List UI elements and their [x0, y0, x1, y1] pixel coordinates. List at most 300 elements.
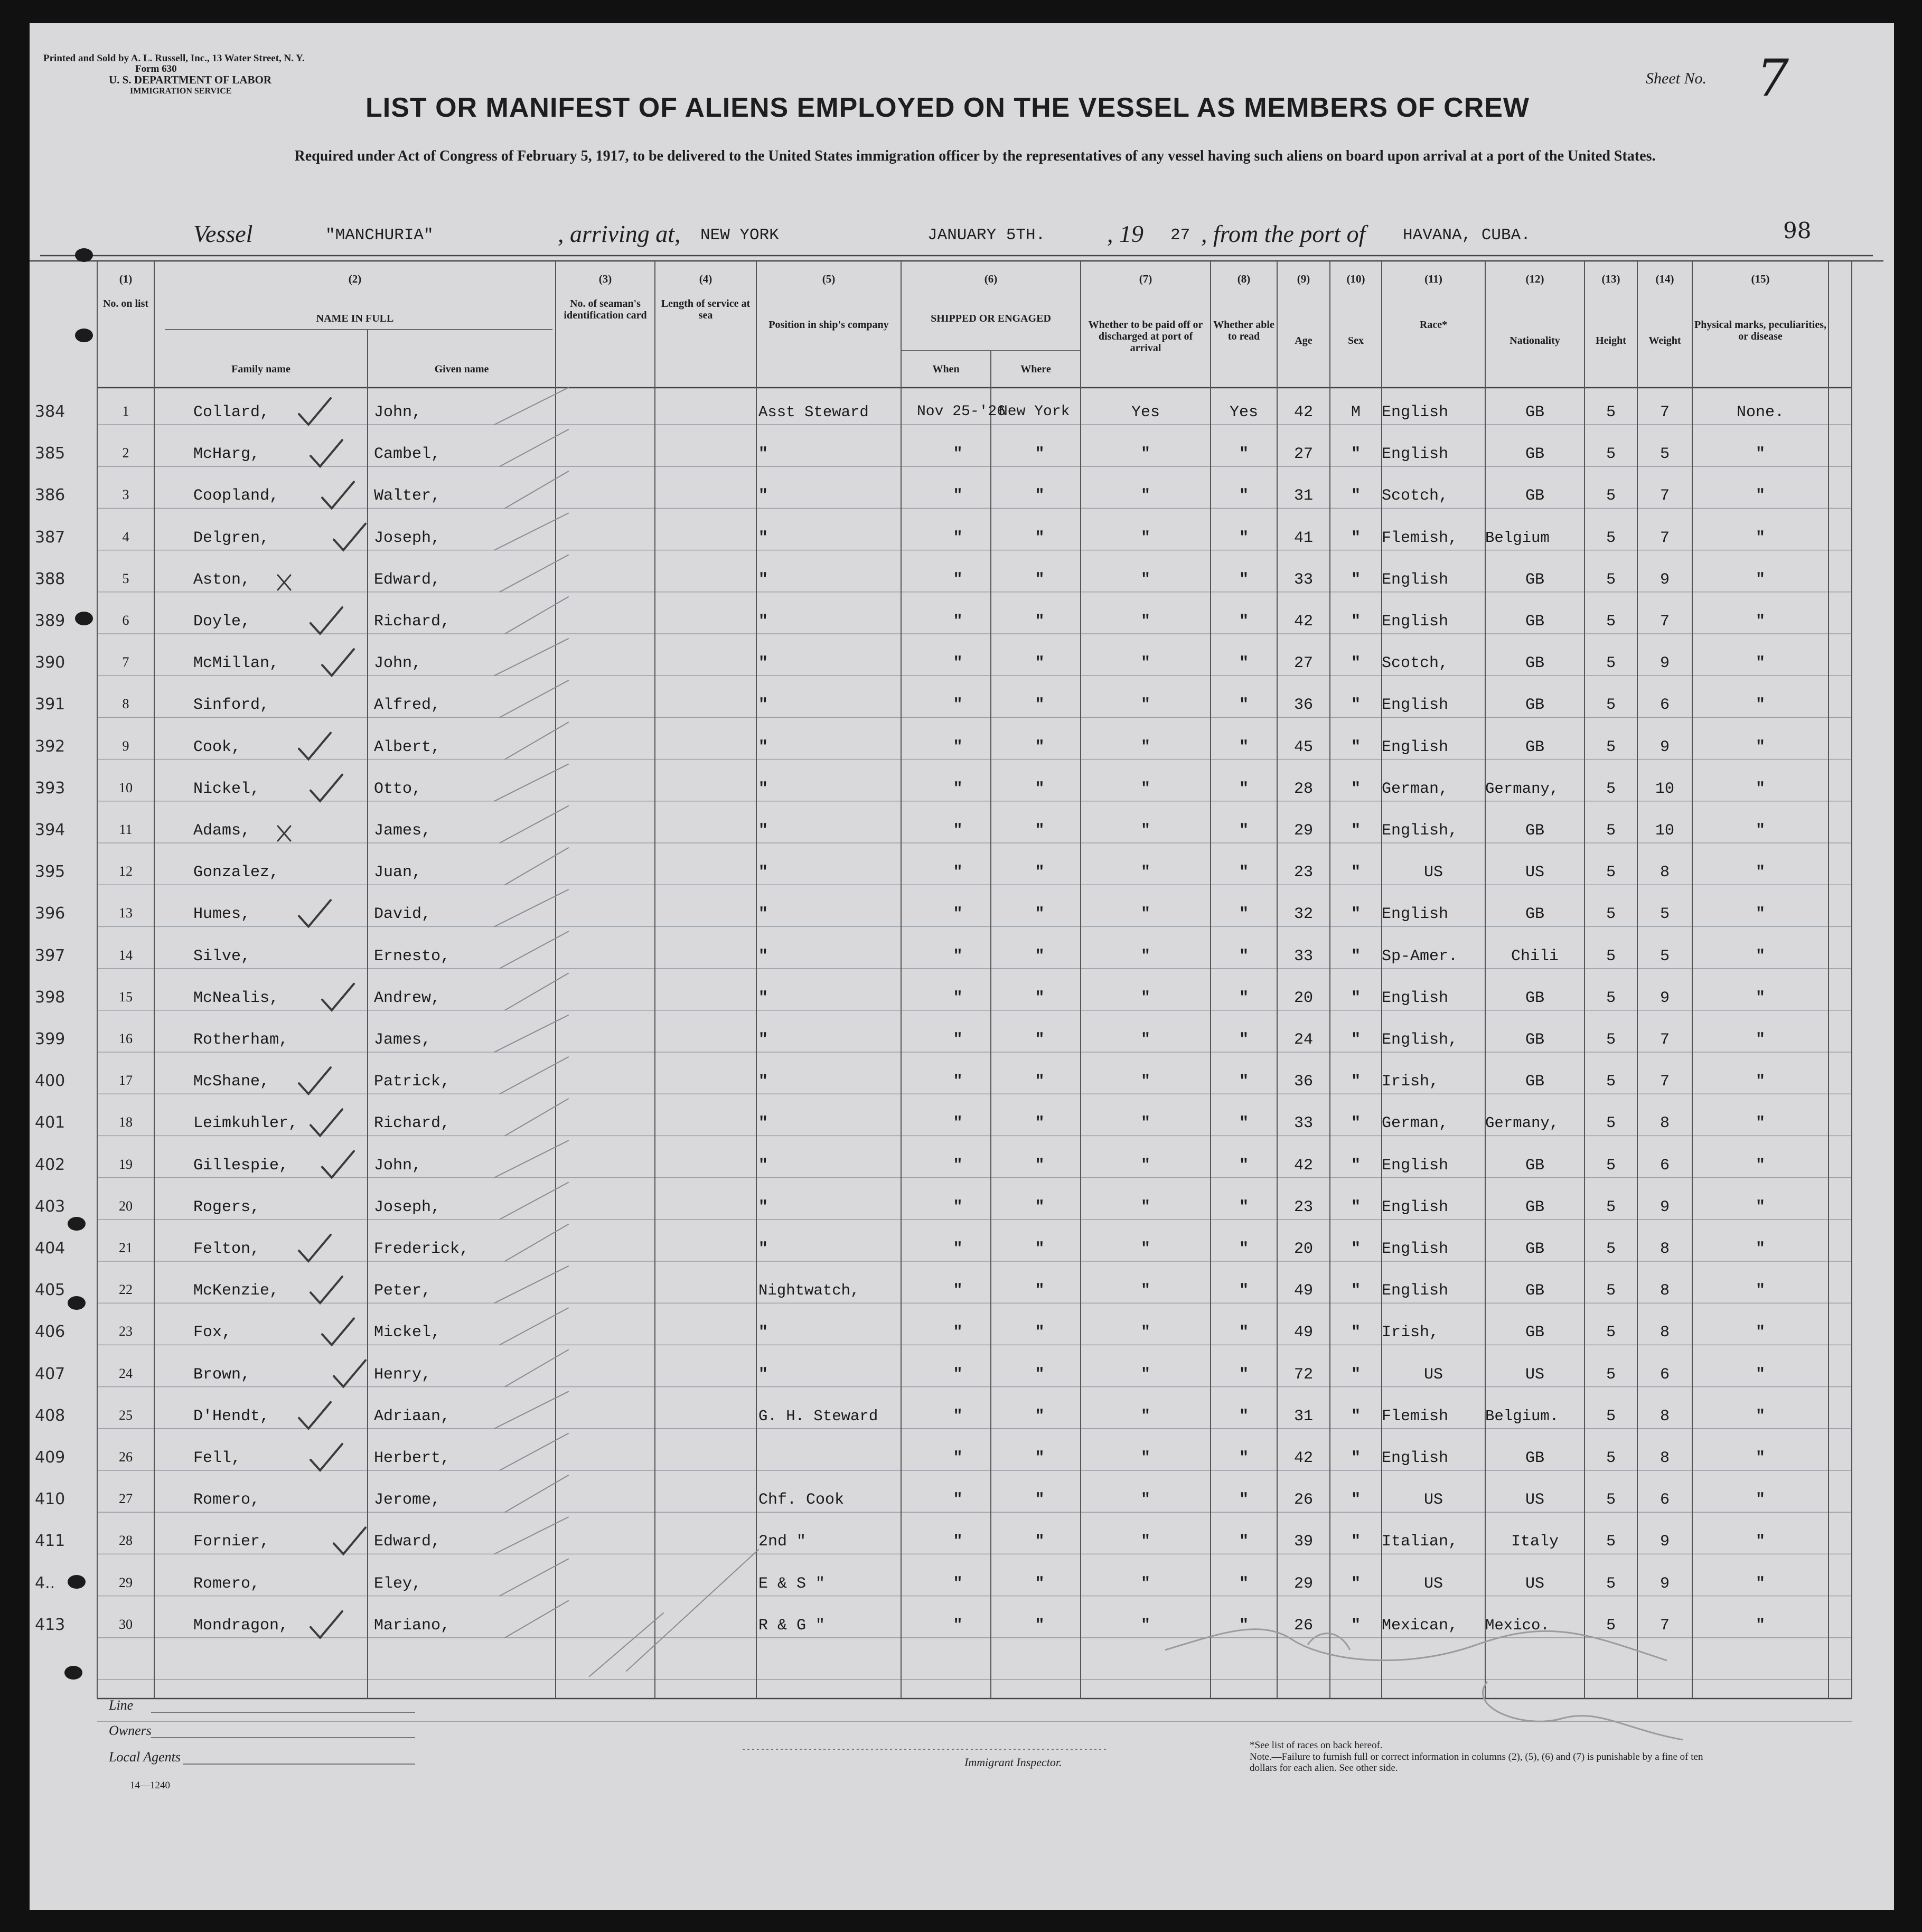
- family-name: Nickel,: [193, 780, 260, 798]
- able-to-read: ": [1239, 445, 1249, 464]
- age: 26: [1293, 1491, 1313, 1509]
- race: English: [1382, 989, 1449, 1007]
- race: Flemish: [1382, 1407, 1449, 1425]
- paid-off: ": [1140, 989, 1150, 1007]
- arriving-label: , arriving at,: [558, 220, 681, 247]
- column-header: No. on list: [102, 298, 149, 310]
- race: Scotch,: [1382, 654, 1449, 673]
- race: English: [1382, 1198, 1449, 1216]
- shipped-where: ": [1035, 613, 1045, 631]
- height: 5: [1606, 529, 1616, 547]
- margin-number: 389: [35, 612, 65, 630]
- family-name: Brown,: [193, 1365, 251, 1384]
- physical-marks: ": [1755, 1533, 1765, 1551]
- page-mark: 98: [1783, 218, 1812, 243]
- family-name: D'Hendt,: [193, 1407, 270, 1425]
- subheader-where: Where: [1020, 363, 1051, 375]
- given-name: Ernesto,: [374, 947, 451, 965]
- row-number: 8: [122, 696, 129, 712]
- shipped-when: Nov 25-'26: [917, 404, 1006, 420]
- age: 28: [1293, 780, 1313, 798]
- shipped-when: ": [953, 1198, 963, 1216]
- margin-number: 388: [35, 569, 65, 588]
- row-number: 12: [119, 864, 133, 879]
- shipped-when: ": [953, 738, 963, 756]
- able-to-read: ": [1239, 1365, 1249, 1384]
- height: 5: [1606, 1533, 1616, 1551]
- able-to-read: ": [1239, 1114, 1249, 1133]
- row-number: 18: [119, 1114, 133, 1130]
- shipped-where: ": [1035, 1574, 1045, 1593]
- given-name: James,: [374, 1031, 432, 1049]
- able-to-read: Yes: [1229, 404, 1258, 421]
- age: 36: [1293, 1073, 1313, 1091]
- able-to-read: ": [1239, 1449, 1249, 1467]
- margin-number: 413: [35, 1615, 65, 1634]
- nationality: GB: [1525, 487, 1544, 505]
- sex: ": [1351, 1240, 1361, 1258]
- shipped-where: New York: [999, 404, 1070, 420]
- age: 29: [1293, 822, 1313, 840]
- shipped-where: ": [1035, 780, 1045, 798]
- age: 42: [1293, 613, 1313, 631]
- margin-number: 392: [35, 737, 65, 756]
- sex: ": [1351, 529, 1361, 547]
- physical-marks: ": [1755, 1031, 1765, 1049]
- punch-hole: [75, 329, 93, 342]
- physical-marks: ": [1755, 738, 1765, 756]
- sex: ": [1351, 947, 1361, 965]
- able-to-read: ": [1239, 1616, 1249, 1635]
- shipped-when: ": [953, 1324, 963, 1342]
- position: Nightwatch,: [758, 1282, 860, 1300]
- row-number: 23: [119, 1324, 133, 1339]
- sex: ": [1351, 1114, 1361, 1133]
- paid-off: ": [1140, 1282, 1150, 1300]
- physical-marks: ": [1755, 696, 1765, 715]
- column-header: Weight: [1648, 335, 1681, 346]
- row-number: 3: [122, 487, 129, 503]
- margin-number: 405: [35, 1281, 65, 1300]
- given-name: John,: [374, 654, 422, 673]
- sex: ": [1351, 1156, 1361, 1175]
- weight: 8: [1660, 1449, 1670, 1467]
- age: 33: [1293, 1114, 1313, 1133]
- nationality: GB: [1525, 1324, 1544, 1342]
- row-number: 21: [119, 1240, 133, 1255]
- family-name: Humes,: [193, 905, 251, 924]
- punch-hole: [75, 612, 93, 625]
- weight: 5: [1660, 947, 1670, 965]
- given-name: Joseph,: [374, 1198, 441, 1216]
- physical-marks: ": [1755, 1240, 1765, 1258]
- physical-marks: ": [1755, 1491, 1765, 1509]
- form-code: 14—1240: [130, 1780, 170, 1791]
- family-name: McNealis,: [193, 989, 279, 1007]
- age: 49: [1293, 1324, 1313, 1342]
- physical-marks: ": [1755, 487, 1765, 505]
- given-name: David,: [374, 905, 432, 924]
- age: 33: [1293, 947, 1313, 965]
- shipped-when: ": [953, 1114, 963, 1133]
- height: 5: [1606, 822, 1616, 840]
- nationality: GB: [1525, 613, 1544, 631]
- sex: ": [1351, 613, 1361, 631]
- age: 20: [1293, 989, 1313, 1007]
- shipped-when: ": [953, 1449, 963, 1467]
- physical-marks: ": [1755, 529, 1765, 547]
- sex: ": [1351, 780, 1361, 798]
- departure-port: HAVANA, CUBA.: [1403, 226, 1531, 245]
- age: 29: [1293, 1574, 1313, 1593]
- given-name: Walter,: [374, 487, 441, 505]
- shipped-when: ": [953, 613, 963, 631]
- position: ": [758, 1073, 768, 1091]
- able-to-read: ": [1239, 738, 1249, 756]
- column-header: Nationality: [1510, 335, 1560, 346]
- height: 5: [1606, 738, 1616, 756]
- position: ": [758, 570, 768, 589]
- able-to-read: ": [1239, 1073, 1249, 1091]
- paid-off: ": [1140, 487, 1150, 505]
- nationality: GB: [1525, 1031, 1544, 1049]
- weight: 8: [1660, 1282, 1670, 1300]
- position: ": [758, 613, 768, 631]
- manifest-sheet: [30, 23, 1894, 1910]
- weight: 9: [1660, 1198, 1670, 1216]
- given-name: Albert,: [374, 738, 441, 756]
- race: English: [1382, 1282, 1449, 1300]
- shipped-where: ": [1035, 529, 1045, 547]
- row-number: 4: [122, 529, 129, 545]
- shipped-when: ": [953, 654, 963, 673]
- margin-number: 400: [35, 1072, 65, 1091]
- paid-off: ": [1140, 445, 1150, 464]
- physical-marks: ": [1755, 1114, 1765, 1133]
- row-number: 27: [119, 1491, 133, 1507]
- physical-marks: ": [1755, 1616, 1765, 1635]
- physical-marks: ": [1755, 780, 1765, 798]
- height: 5: [1606, 696, 1616, 715]
- able-to-read: ": [1239, 1240, 1249, 1258]
- margin-number: 399: [35, 1030, 65, 1048]
- paid-off: ": [1140, 1574, 1150, 1593]
- sex: ": [1351, 1073, 1361, 1091]
- able-to-read: ": [1239, 822, 1249, 840]
- able-to-read: ": [1239, 1324, 1249, 1342]
- races-note: *See list of races on back hereof.: [1250, 1740, 1383, 1751]
- weight: 6: [1660, 1365, 1670, 1384]
- weight: 9: [1660, 570, 1670, 589]
- family-name: Collard,: [193, 404, 270, 421]
- shipped-where: ": [1035, 1365, 1045, 1384]
- weight: 7: [1660, 1031, 1670, 1049]
- margin-number: 386: [35, 486, 65, 505]
- row-number: 16: [119, 1031, 133, 1046]
- paid-off: ": [1140, 1031, 1150, 1049]
- fine-note: Note.—Failure to furnish full or correct information in columns (2), (5), (6) and (7) is punishable by a fine of ten dollars for each alien. See other side.: [1250, 1751, 1703, 1774]
- race: Italian,: [1382, 1533, 1458, 1551]
- row-number: 20: [119, 1198, 133, 1214]
- pencil-stroke: [589, 1613, 663, 1676]
- row-number: 13: [119, 905, 133, 921]
- paid-off: ": [1140, 1073, 1150, 1091]
- age: 42: [1293, 404, 1313, 421]
- given-name: Joseph,: [374, 529, 441, 547]
- owners-label: Owners: [109, 1723, 152, 1738]
- age: 31: [1293, 487, 1313, 505]
- race: Irish,: [1382, 1073, 1439, 1091]
- given-name: Mickel,: [374, 1324, 441, 1342]
- margin-number: 395: [35, 862, 65, 881]
- family-name: Fox,: [193, 1324, 232, 1342]
- able-to-read: ": [1239, 654, 1249, 673]
- margin-number: 407: [35, 1364, 65, 1383]
- row-number: 26: [119, 1449, 133, 1465]
- paid-off: ": [1140, 947, 1150, 965]
- margin-number: 406: [35, 1323, 65, 1342]
- height: 5: [1606, 1031, 1616, 1049]
- column-header: Physical marks, peculiarities, or disease: [1694, 319, 1826, 342]
- row-number: 29: [119, 1574, 133, 1590]
- race: English: [1382, 696, 1449, 715]
- age: 32: [1293, 905, 1313, 924]
- weight: 6: [1660, 696, 1670, 715]
- age: 41: [1293, 529, 1313, 547]
- family-name: McShane,: [193, 1073, 270, 1091]
- weight: 5: [1660, 445, 1670, 464]
- shipped-where: ": [1035, 1198, 1045, 1216]
- able-to-read: ": [1239, 529, 1249, 547]
- sex: ": [1351, 738, 1361, 756]
- weight: 7: [1660, 487, 1670, 505]
- height: 5: [1606, 570, 1616, 589]
- weight: 7: [1660, 1616, 1670, 1635]
- column-number: (12): [1525, 273, 1544, 285]
- age: 36: [1293, 696, 1313, 715]
- physical-marks: ": [1755, 822, 1765, 840]
- shipped-where: ": [1035, 1407, 1045, 1425]
- given-name: Richard,: [374, 613, 451, 631]
- column-number: (10): [1346, 273, 1365, 285]
- race: Sp-Amer.: [1382, 947, 1458, 965]
- shipped-where: ": [1035, 1156, 1045, 1175]
- weight: 8: [1660, 1114, 1670, 1133]
- arrival-port: NEW YORK: [700, 226, 779, 245]
- paid-off: ": [1140, 1616, 1150, 1635]
- family-name: Adams,: [193, 822, 251, 840]
- position: ": [758, 822, 768, 840]
- weight: 10: [1655, 822, 1674, 840]
- department-name: U. S. DEPARTMENT OF LABOR: [109, 73, 272, 86]
- paid-off: ": [1140, 696, 1150, 715]
- column-number: (13): [1601, 273, 1620, 285]
- race: German,: [1382, 780, 1449, 798]
- row-number: 19: [119, 1156, 133, 1172]
- sex: ": [1351, 905, 1361, 924]
- subheader-family-name: Family name: [231, 363, 290, 375]
- local-agents-label: Local Agents: [109, 1749, 181, 1765]
- punch-hole: [68, 1217, 86, 1231]
- shipped-when: ": [953, 864, 963, 882]
- weight: 9: [1660, 654, 1670, 673]
- position: Chf. Cook: [758, 1491, 845, 1509]
- family-name: Delgren,: [193, 529, 270, 547]
- age: 31: [1293, 1407, 1313, 1425]
- inspector-signature: [1165, 1629, 1683, 1740]
- shipped-when: ": [953, 1073, 963, 1091]
- weight: 9: [1660, 1533, 1670, 1551]
- shipped-where: ": [1035, 696, 1045, 715]
- column-number: (4): [699, 273, 712, 285]
- row-number: 14: [119, 947, 133, 963]
- paid-off: ": [1140, 1407, 1150, 1425]
- shipped-when: ": [953, 696, 963, 715]
- shipped-when: ": [953, 947, 963, 965]
- given-name: Cambel,: [374, 445, 441, 464]
- age: 42: [1293, 1156, 1313, 1175]
- paid-off: ": [1140, 1533, 1150, 1551]
- nationality: Italy: [1511, 1533, 1559, 1551]
- row-number: 2: [122, 445, 129, 461]
- given-name: James,: [374, 822, 432, 840]
- family-name: Rotherham,: [193, 1031, 289, 1049]
- family-name: Mondragon,: [193, 1616, 289, 1635]
- sex: ": [1351, 864, 1361, 882]
- given-name: Richard,: [374, 1114, 451, 1133]
- sex: ": [1351, 570, 1361, 589]
- height: 5: [1606, 1491, 1616, 1509]
- weight: 8: [1660, 1407, 1670, 1425]
- position: ": [758, 864, 768, 882]
- family-name: Coopland,: [193, 487, 279, 505]
- shipped-where: ": [1035, 1031, 1045, 1049]
- nationality: US: [1525, 1365, 1544, 1384]
- given-name: Adriaan,: [374, 1407, 451, 1425]
- paid-off: ": [1140, 1156, 1150, 1175]
- age: 72: [1293, 1365, 1313, 1384]
- margin-number: 411: [35, 1532, 65, 1551]
- column-header: Whether to be paid off or discharged at port of arrival: [1088, 319, 1203, 354]
- able-to-read: ": [1239, 989, 1249, 1007]
- paid-off: ": [1140, 864, 1150, 882]
- sex: ": [1351, 822, 1361, 840]
- sex: ": [1351, 1533, 1361, 1551]
- race: English: [1382, 445, 1449, 464]
- margin-number: 385: [35, 444, 65, 463]
- given-name: Mariano,: [374, 1616, 451, 1635]
- sex: ": [1351, 487, 1361, 505]
- column-number: (15): [1751, 273, 1770, 285]
- age: 24: [1293, 1031, 1313, 1049]
- paid-off: ": [1140, 822, 1150, 840]
- row-number: 30: [119, 1616, 133, 1632]
- height: 5: [1606, 613, 1616, 631]
- manifest-subtitle: Required under Act of Congress of February 5, 1917, to be delivered to the United States immigration officer by the representatives of any vessel having such aliens on board upon arrival at a port of the United States.: [294, 148, 1656, 164]
- family-name: Doyle,: [193, 613, 251, 631]
- shipped-where: ": [1035, 445, 1045, 464]
- position: ": [758, 1114, 768, 1133]
- shipped-where: ": [1035, 1533, 1045, 1551]
- shipped-where: ": [1035, 487, 1045, 505]
- row-number: 5: [122, 570, 129, 586]
- weight: 9: [1660, 1574, 1670, 1593]
- paid-off: ": [1140, 905, 1150, 924]
- nationality: GB: [1525, 570, 1544, 589]
- weight: 7: [1660, 613, 1670, 631]
- given-name: Henry,: [374, 1365, 432, 1384]
- height: 5: [1606, 905, 1616, 924]
- race: US: [1423, 1491, 1443, 1509]
- age: 20: [1293, 1240, 1313, 1258]
- manifest-title: LIST OR MANIFEST OF ALIENS EMPLOYED ON THE VESSEL AS MEMBERS OF CREW: [365, 92, 1530, 123]
- row-number: 28: [119, 1533, 133, 1549]
- race: English,: [1382, 1031, 1458, 1049]
- margin-number: 396: [35, 904, 65, 923]
- able-to-read: ": [1239, 613, 1249, 631]
- position: Asst Steward: [758, 404, 869, 421]
- sheet-number: 7: [1757, 49, 1789, 108]
- inspector-label: Immigrant Inspector.: [964, 1756, 1062, 1769]
- nationality: GB: [1525, 738, 1544, 756]
- weight: 7: [1660, 529, 1670, 547]
- given-name: Edward,: [374, 1533, 441, 1551]
- vessel-label: Vessel: [193, 220, 253, 247]
- height: 5: [1606, 1449, 1616, 1467]
- sex: ": [1351, 1198, 1361, 1216]
- family-name: Leimkuhler,: [193, 1114, 298, 1133]
- sex: ": [1351, 445, 1361, 464]
- height: 5: [1606, 654, 1616, 673]
- position: E & S ": [758, 1574, 826, 1593]
- nationality: Mexico.: [1485, 1616, 1550, 1634]
- column-header: Height: [1596, 335, 1626, 346]
- shipped-where: ": [1035, 947, 1045, 965]
- physical-marks: ": [1755, 654, 1765, 673]
- margin-number: 402: [35, 1155, 65, 1174]
- shipped-where: ": [1035, 1491, 1045, 1509]
- physical-marks: ": [1755, 864, 1765, 882]
- paid-off: ": [1140, 780, 1150, 798]
- age: 23: [1293, 864, 1313, 882]
- shipped-where: ": [1035, 1616, 1045, 1635]
- paid-off: ": [1140, 1324, 1150, 1342]
- weight: 6: [1660, 1156, 1670, 1175]
- position: ": [758, 654, 768, 673]
- position: ": [758, 1031, 768, 1049]
- physical-marks: ": [1755, 1073, 1765, 1091]
- sex: ": [1351, 1282, 1361, 1300]
- shipped-when: ": [953, 570, 963, 589]
- nationality: GB: [1525, 1240, 1544, 1258]
- height: 5: [1606, 487, 1616, 505]
- height: 5: [1606, 1282, 1616, 1300]
- margin-number: 401: [35, 1113, 65, 1132]
- physical-marks: ": [1755, 1156, 1765, 1175]
- weight: 5: [1660, 905, 1670, 924]
- shipped-when: ": [953, 1156, 963, 1175]
- shipped-when: ": [953, 1407, 963, 1425]
- row-number: 22: [119, 1282, 133, 1298]
- column-header: Length of service at sea: [661, 298, 751, 321]
- position: ": [758, 529, 768, 547]
- race: English: [1382, 613, 1449, 631]
- year-prefix: , 19: [1107, 220, 1143, 247]
- family-name: Sinford,: [193, 696, 270, 715]
- family-name: McKenzie,: [193, 1282, 279, 1300]
- position: ": [758, 1365, 768, 1384]
- physical-marks: ": [1755, 989, 1765, 1007]
